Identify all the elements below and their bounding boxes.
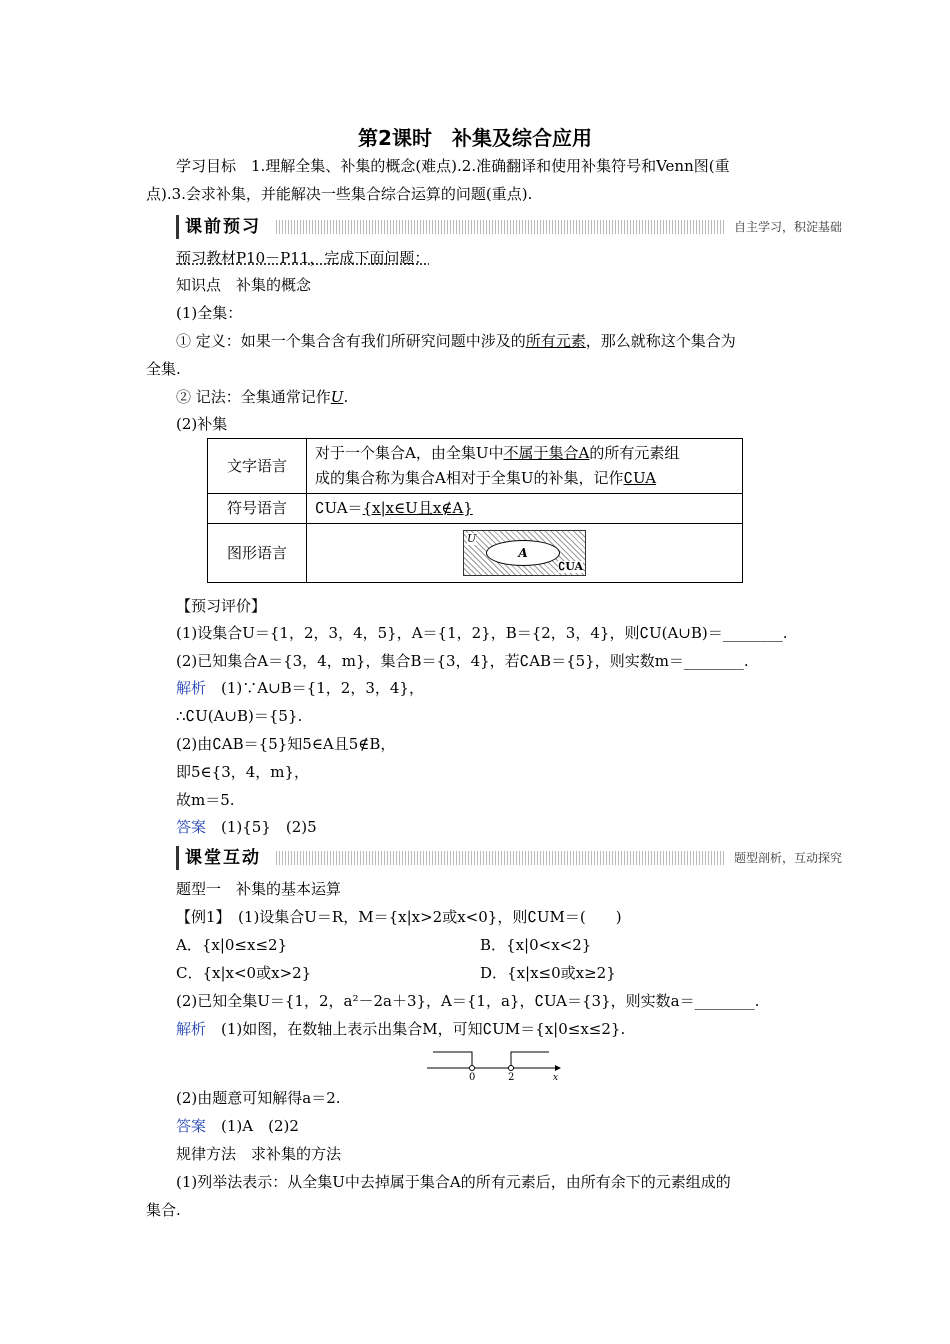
eval-answer (176, 816, 317, 838)
def-underline: 所有元素 (525, 332, 586, 350)
axis-label-2: 2 (508, 1072, 515, 1082)
eval-solution-2: ∴∁U(A∪B)＝{5}. (176, 707, 303, 725)
eval-solution-5: 故m＝5. (176, 791, 235, 809)
complement-definition-table (207, 438, 743, 583)
text-lang-part: 的所有元素组 (589, 444, 680, 462)
eval-solution-4: 即5∈{3，4，m}， (176, 763, 310, 781)
note-underline: U (330, 388, 344, 406)
open-point-2 (509, 1066, 514, 1071)
example-label: 【例1】 (176, 908, 224, 926)
example-1 (176, 906, 622, 928)
type1-heading: 题型一 补集的基本运算 (176, 880, 342, 898)
venn-complement-label: ∁UA (558, 560, 583, 573)
solution-label: 解析 (176, 679, 207, 697)
note-pre: ② 记法：全集通常记作 (176, 388, 331, 406)
option-a: A．{x|0≤x≤2} (176, 936, 288, 954)
text-lang-part: 对于一个集合A，由全集U中 (315, 444, 504, 462)
section-header-classroom (176, 846, 846, 870)
section-label: 课堂互动 (176, 846, 269, 870)
table-row (208, 524, 743, 583)
solution-text: (1)∵A∪B＝{1，2，3，4}， (206, 679, 424, 697)
eval-question-1: (1)设集合U＝{1，2，3，4，5}，A＝{1，2}，B＝{2，3，4}，则∁U(A∪B)＝________. (176, 624, 788, 642)
objectives-line-2: 点).3.会求补集，并能解决一些集合综合运算的问题(重点). (146, 185, 533, 203)
method-line-1: (1)列举法表示：从全集U中去掉属于集合A的所有元素后，由所有余下的元素组成的 (176, 1173, 731, 1191)
section-subtitle: 题型剖析，互动探究 (726, 846, 846, 870)
number-line-figure (425, 1046, 565, 1082)
row-value-symbol-language (307, 494, 743, 524)
text-lang-underline: ∁UA (623, 469, 657, 487)
interval-right (511, 1052, 549, 1068)
section-header-preview (176, 215, 846, 239)
eval-solution-3: (2)由∁AB＝{5}知5∈A且5∉B， (176, 735, 396, 753)
row-value-text-language (307, 439, 743, 494)
solution-label: 解析 (176, 1020, 207, 1038)
method-heading: 规律方法 求补集的方法 (176, 1145, 342, 1163)
eval-question-2: (2)已知集合A＝{3，4，m}，集合B＝{3，4}，若∁AB＝{5}，则实数m＝________. (176, 652, 749, 670)
definition-line-2: 全集. (146, 360, 181, 378)
table-row (208, 494, 743, 524)
symbol-part: ∁UA＝ (315, 499, 363, 517)
axis-label-0: 0 (469, 1072, 476, 1082)
solution-text: (1)如图，在数轴上表示出集合M，可知∁UM＝{x|0≤x≤2}. (206, 1020, 626, 1038)
axis-arrow (555, 1065, 561, 1071)
page-title: 第2课时 补集及综合应用 (358, 126, 592, 150)
axis-label-x: x (553, 1073, 559, 1082)
interval-left (433, 1052, 472, 1068)
venn-set-a: A (486, 540, 560, 566)
table-row (208, 439, 743, 494)
objectives-line-1: 学习目标 1.理解全集、补集的概念(难点).2.准确翻译和使用补集符号和Venn图(重 (176, 157, 730, 175)
preview-intro (176, 247, 429, 269)
answer-text: (1)A (2)2 (206, 1117, 299, 1135)
text-lang-underline: 不属于集合A (503, 444, 590, 462)
open-point-0 (470, 1066, 475, 1071)
text-lang-part: 成的集合称为集合A相对于全集U的补集，记作 (315, 469, 624, 487)
section-subtitle: 自主学习，积淀基础 (726, 215, 846, 239)
option-b: B．{x|0<x<2} (480, 936, 592, 954)
row-key-graphic-language: 图形语言 (208, 524, 307, 583)
answer-label: 答案 (176, 818, 207, 836)
text-lang-line-1 (315, 441, 734, 466)
eval-heading: 【预习评价】 (176, 597, 267, 615)
answer-label: 答案 (176, 1117, 207, 1135)
heading-complement: (2)补集 (176, 415, 228, 433)
definition-line-1 (176, 330, 736, 352)
row-key-text-language: 文字语言 (208, 439, 307, 494)
example-solution-2: (2)由题意可知解得a＝2. (176, 1089, 341, 1107)
example-answer (176, 1115, 299, 1137)
section-label: 课前预习 (176, 215, 269, 239)
knowledge-point: 知识点 补集的概念 (176, 276, 312, 294)
note-post: . (343, 388, 349, 406)
preview-intro-text: 预习教材P10－P11，完成下面问题： (176, 249, 430, 267)
option-d: D．{x|x≤0或x≥2} (480, 964, 616, 982)
heading-universal-set: (1)全集： (176, 304, 243, 322)
row-value-graphic-language (307, 524, 743, 583)
answer-text: (1){5} (2)5 (206, 818, 317, 836)
eval-solution-1 (176, 677, 424, 699)
def-pre: ① 定义：如果一个集合含有我们所研究问题中涉及的 (176, 332, 526, 350)
option-c: C．{x|x<0或x>2} (176, 964, 312, 982)
notation-line (176, 386, 348, 408)
example-question-2: (2)已知全集U＝{1，2，a²－2a＋3}，A＝{1，a}，∁UA＝{3}，则实数a＝________. (176, 992, 760, 1010)
row-key-symbol-language: 符号语言 (208, 494, 307, 524)
example-text: (1)设集合U＝R，M＝{x|x>2或x<0}，则∁UM＝( ) (223, 908, 622, 926)
venn-diagram (463, 530, 586, 576)
example-solution-1 (176, 1018, 625, 1040)
method-line-2: 集合. (146, 1201, 181, 1219)
def-post: ，那么就称这个集合为 (585, 332, 736, 350)
text-lang-line-2 (315, 466, 734, 491)
symbol-underline: {x|x∈U且x∉A} (362, 499, 473, 517)
venn-universal-label: U (467, 532, 477, 545)
